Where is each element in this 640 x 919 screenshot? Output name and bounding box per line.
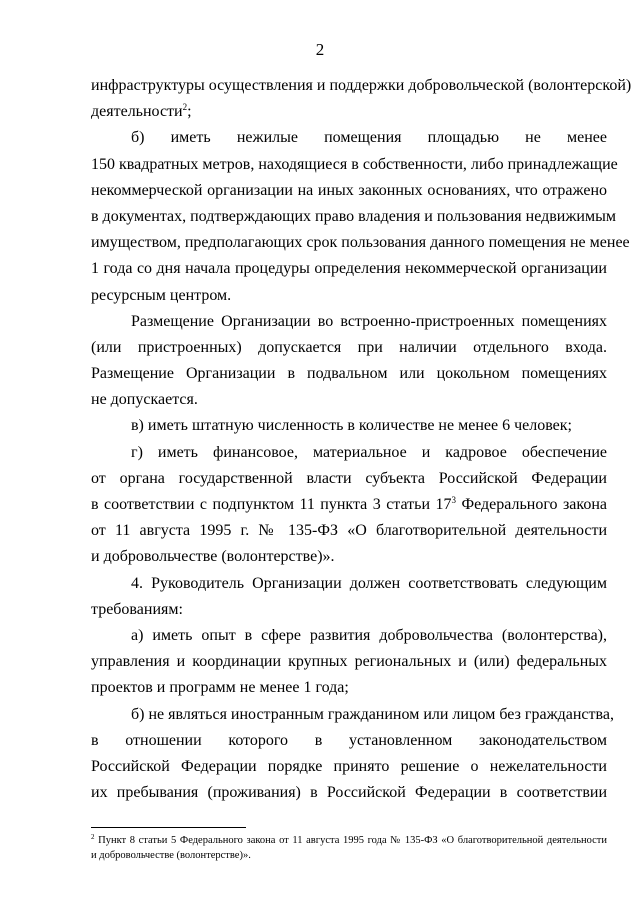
text-line: Размещение Организации во встроенно-пристроенных помещениях: [131, 312, 607, 330]
text-line: их пребывания (проживания) в Российской Федерации в соответствии: [91, 784, 607, 802]
text-line: имуществом, предполагающих срок пользования данного помещения не менее: [91, 234, 630, 252]
text-line: в соответствии с подпунктом 11 пункта 3 статьи $17^3$ Федерального закона: [91, 495, 607, 513]
text-line: в отношении которого в установленном законодательством: [91, 731, 607, 749]
text-line: 1 года со дня начала процедуры определения некоммерческой организации: [91, 260, 607, 278]
text-line: требованиям:: [91, 600, 183, 618]
text-line: Российской Федерации порядке принято решение о нежелательности: [91, 757, 607, 775]
footnote-marker: 2: [91, 833, 95, 841]
footnote-ref: 2: [182, 102, 188, 113]
text-line: инфраструктуры осуществления и поддержки добровольческой (волонтерской): [91, 77, 632, 94]
text-line: в) иметь штатную численность в количестве не менее 6 человек;: [131, 417, 572, 435]
page-number: 2: [315, 40, 325, 59]
footnote-line: и добровольчестве (волонтерстве)».: [91, 849, 251, 861]
text-line: деятельности$^2$;: [91, 102, 192, 121]
footnote: [91, 834, 607, 863]
text-line: 4. Руководитель Организации должен соответствовать следующим: [131, 574, 607, 592]
text-line: в документах, подтверждающих право владения и пользования недвижимым: [91, 207, 616, 225]
text-line: г) иметь финансовое, материальное и кадровое обеспечение: [131, 443, 607, 461]
footnote-line: $^2$ Пункт 8 статьи 5 Федерального закона от 11 августа 1995 года № 135-ФЗ «О благотворительной деятельности: [91, 833, 607, 846]
text-line: (или пристроенных) допускается при наличии отдельного входа.: [91, 338, 607, 356]
text-line: некоммерческой организации на иных законных основаниях, что отражено: [91, 181, 607, 199]
text-line: и добровольчестве (волонтерстве)».: [91, 548, 335, 566]
text-line: б) иметь нежилые помещения площадью не менее: [131, 129, 607, 147]
text-line: а) иметь опыт в сфере развития добровольчества (волонтерства),: [131, 626, 607, 644]
text-line: от 11 августа 1995 г. № 135-ФЗ «О благотворительной деятельности: [91, 522, 607, 540]
document-body: [91, 73, 632, 806]
text-line: 150 квадратных метров, находящиеся в собственности, либо принадлежащие: [91, 155, 618, 173]
text-line: от органа государственной власти субъекта Российской Федерации: [91, 469, 607, 487]
text-line: Размещение Организации в подвальном или цокольном помещениях: [91, 365, 607, 383]
text-line: не допускается.: [91, 391, 198, 409]
text-line: ресурсным центром.: [91, 286, 232, 304]
footnote-ref: 3: [451, 495, 456, 505]
text-line: проектов и программ не менее 1 года;: [91, 679, 349, 697]
footnote-separator: [91, 827, 246, 828]
text-line: управления и координации крупных региональных и (или) федеральных: [91, 653, 607, 671]
text-line: б) не являться иностранным гражданином или лицом без гражданства,: [131, 705, 614, 723]
